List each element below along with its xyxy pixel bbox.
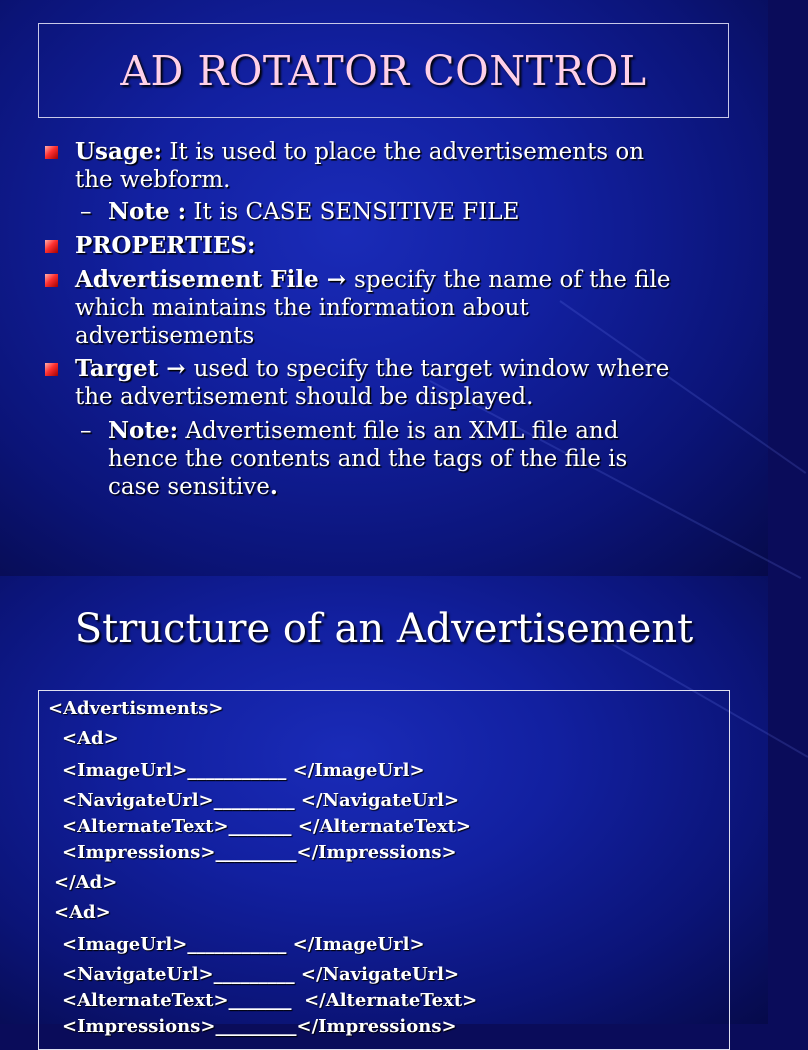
slide-title: AD ROTATOR CONTROL [120, 47, 646, 95]
code-line: <Advertisments> [48, 698, 223, 719]
code-line: <AlternateText>_______ </AlternateText> [62, 990, 477, 1011]
xml-structure-box [38, 690, 730, 1050]
code-line: <AlternateText>_______ </AlternateText> [62, 816, 471, 837]
adfile-text-cont: advertisements [75, 323, 254, 349]
bullet-icon [45, 274, 58, 287]
note-label: Note : [108, 198, 186, 225]
sub-bullet-note-2 [108, 417, 708, 501]
note-text: It is CASE SENSITIVE FILE [186, 199, 519, 225]
code-line: <NavigateUrl>_________ </NavigateUrl> [62, 964, 459, 985]
arrow-right-icon: → [158, 355, 193, 382]
bullet-properties [75, 232, 725, 260]
slide-title: Structure of an Advertisement [0, 606, 768, 652]
note-text: Advertisement file is an XML file and [178, 418, 618, 444]
bullet-icon [45, 146, 58, 159]
usage-text-cont: the webform. [75, 167, 230, 193]
title-frame [38, 23, 729, 118]
code-line: <Ad> [54, 902, 111, 923]
dash-icon: – [80, 198, 92, 226]
adfile-text: specify the name of the file [354, 267, 670, 293]
slide-structure-of-advertisement [0, 576, 768, 1024]
note-period: . [270, 473, 278, 500]
code-line: <Impressions>_________</Impressions> [62, 1016, 457, 1037]
bullet-advertisement-file [75, 266, 725, 350]
adfile-text-cont: which maintains the information about [75, 295, 529, 321]
code-line: <Impressions>_________</Impressions> [62, 842, 457, 863]
code-line: <Ad> [62, 728, 119, 749]
code-line: <ImageUrl>___________ </ImageUrl> [62, 934, 425, 955]
code-line: <ImageUrl>___________ </ImageUrl> [62, 760, 425, 781]
properties-label: PROPERTIES: [75, 232, 256, 259]
note-label: Note: [108, 417, 178, 444]
dash-icon: – [80, 417, 92, 445]
code-line: <NavigateUrl>_________ </NavigateUrl> [62, 790, 459, 811]
note-text-cont: hence the contents and the tags of the file is [108, 446, 627, 472]
usage-label: Usage: [75, 138, 162, 165]
arrow-right-icon: → [319, 266, 354, 293]
bullet-usage [75, 138, 725, 194]
usage-text: It is used to place the advertisements on [162, 139, 644, 165]
bullet-target [75, 355, 725, 411]
sub-bullet-note-1 [108, 198, 738, 226]
target-text-cont: the advertisement should be displayed. [75, 384, 533, 410]
code-line: </Ad> [54, 872, 117, 893]
bullet-icon [45, 363, 58, 376]
note-text-cont: case sensitive [108, 474, 270, 500]
target-label: Target [75, 355, 158, 382]
target-text: used to specify the target window where [194, 356, 670, 382]
bullet-icon [45, 240, 58, 253]
adfile-label: Advertisement File [75, 266, 319, 293]
